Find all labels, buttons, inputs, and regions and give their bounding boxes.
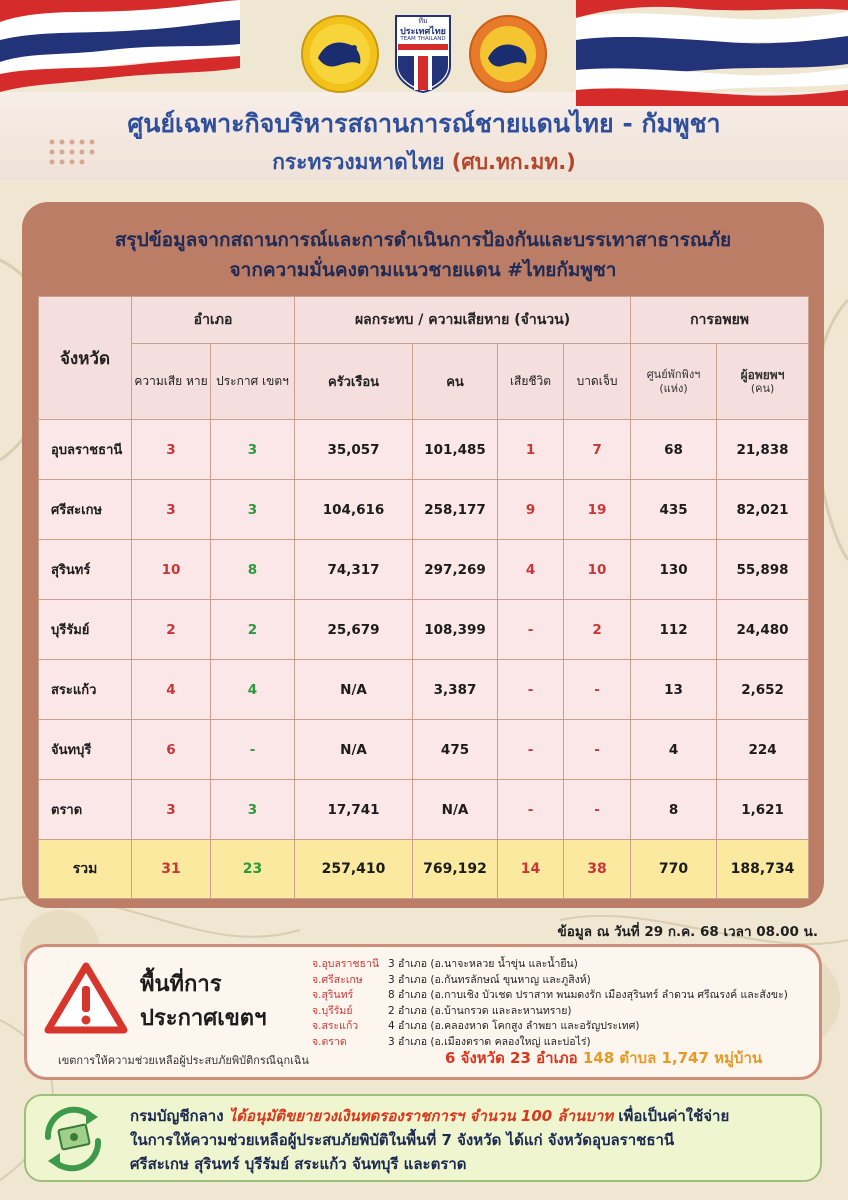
row-damaged: 3 — [132, 780, 211, 840]
row-injured: - — [564, 660, 631, 720]
thai-flag-left-icon — [0, 0, 240, 96]
row-evacuees: 55,898 — [717, 540, 809, 600]
row-evacuees: 21,838 — [717, 420, 809, 480]
row-households: 35,057 — [295, 420, 413, 480]
area-province: จ.สระแก้ว — [312, 1020, 359, 1032]
row-people: 297,269 — [413, 540, 498, 600]
area-detail: 2 อำเภอ (อ.บ้านกรวด และละหานทราย) — [388, 1004, 572, 1017]
notice-footer: เขตการให้ความช่วยเหลือผู้ประสบภัยพิบัติกรณีฉุกเฉิน — [58, 1054, 309, 1067]
list-item — [312, 1004, 788, 1020]
budget-line3: ศรีสะเกษ สุรินทร์ บุรีรัมย์ สระแก้ว จันทบุรี และตราด — [130, 1155, 467, 1173]
row-damaged: 4 — [132, 660, 211, 720]
team-thailand-logo-top: ทีม — [418, 17, 428, 25]
disaster-department-seal-icon — [468, 14, 548, 94]
total-deaths: 14 — [498, 840, 564, 899]
area-province: จ.อุบลราชธานี — [312, 958, 380, 970]
budget-line2: ในการให้ความช่วยเหลือผู้ประสบภัยพิบัติในพื้นที่ 7 จังหวัด ได้แก่ จังหวัดอุบลราชธานี — [130, 1131, 675, 1149]
row-shelters: 4 — [631, 720, 717, 780]
header-households: ครัวเรือน — [295, 344, 413, 420]
notice-summary-villages: 148 ตำบล 1,747 หมู่บ้าน — [582, 1049, 763, 1067]
warning-icon — [44, 962, 128, 1034]
row-shelters: 68 — [631, 420, 717, 480]
row-declared: 3 — [211, 480, 295, 540]
team-thailand-logo — [394, 14, 452, 94]
table-total-row — [39, 840, 809, 899]
page-subtitle — [0, 146, 848, 179]
total-damaged: 31 — [132, 840, 211, 899]
notice-title-line2: ประกาศเขตฯ — [140, 1006, 267, 1031]
area-detail: 8 อำเภอ (อ.กาบเชิง บัวเชด ปราสาท พนมดงรัก เมืองสุรินทร์ ลำดวน ศรีณรงค์ และสังขะ) — [388, 989, 788, 1001]
notice-summary-provinces: 6 จังหวัด 23 อำเภอ — [445, 1049, 578, 1067]
row-injured: 10 — [564, 540, 631, 600]
row-injured: - — [564, 720, 631, 780]
row-damaged: 10 — [132, 540, 211, 600]
row-deaths: - — [498, 600, 564, 660]
declared-area-list — [312, 957, 788, 1050]
row-evacuees: 1,621 — [717, 780, 809, 840]
row-households: 25,679 — [295, 600, 413, 660]
row-evacuees: 24,480 — [717, 600, 809, 660]
row-injured: 2 — [564, 600, 631, 660]
row-shelters: 130 — [631, 540, 717, 600]
header-people: คน — [413, 344, 498, 420]
row-injured: - — [564, 780, 631, 840]
row-declared: - — [211, 720, 295, 780]
row-damaged: 3 — [132, 480, 211, 540]
decorative-dots — [46, 136, 106, 176]
row-households: N/A — [295, 720, 413, 780]
area-province: จ.ตราด — [312, 1035, 347, 1048]
row-evacuees: 224 — [717, 720, 809, 780]
list-item — [312, 957, 788, 973]
row-shelters: 435 — [631, 480, 717, 540]
row-people: 108,399 — [413, 600, 498, 660]
total-households: 257,410 — [295, 840, 413, 899]
row-injured: 7 — [564, 420, 631, 480]
header-damaged: ความเสีย หาย — [132, 344, 211, 420]
row-declared: 4 — [211, 660, 295, 720]
row-people: N/A — [413, 780, 498, 840]
area-detail: 3 อำเภอ (อ.นาจะหลวย น้ำขุ่น และน้ำยืน) — [388, 958, 578, 970]
row-evacuees: 2,652 — [717, 660, 809, 720]
list-item — [312, 973, 788, 989]
total-shelters: 770 — [631, 840, 717, 899]
area-province: จ.บุรีรัมย์ — [312, 1004, 353, 1017]
row-deaths: - — [498, 720, 564, 780]
row-households: N/A — [295, 660, 413, 720]
summary-title-line2: จากความมั่นคงตามแนวชายแดน #ไทยกัมพูชา — [229, 259, 617, 281]
row-declared: 3 — [211, 420, 295, 480]
row-households: 17,741 — [295, 780, 413, 840]
table-row — [39, 660, 809, 720]
notice-title-line1: พื้นที่การ — [140, 972, 222, 997]
total-declared: 23 — [211, 840, 295, 899]
row-deaths: 9 — [498, 480, 564, 540]
thai-flag-right-icon — [576, 0, 848, 106]
ministry-abbreviation: (ศบ.ทก.มท.) — [451, 150, 576, 174]
table-row — [39, 420, 809, 480]
impact-table — [38, 296, 809, 899]
table-row — [39, 780, 809, 840]
team-thailand-logo-main: ประเทศไทย — [400, 27, 446, 37]
area-detail: 3 อำเภอ (อ.กันทรลักษณ์ ขุนหาญ และภูสิงห์) — [388, 973, 591, 986]
row-deaths: - — [498, 660, 564, 720]
total-label: รวม — [39, 840, 132, 899]
row-declared: 3 — [211, 780, 295, 840]
row-damaged: 2 — [132, 600, 211, 660]
budget-highlight: ได้อนุมัติขยายวงเงินทดรองราชการฯ จำนวน 100 ล้านบาท — [228, 1107, 614, 1125]
row-shelters: 13 — [631, 660, 717, 720]
data-timestamp: ข้อมูล ณ วันที่ 29 ก.ค. 68 เวลา 08.00 น. — [557, 924, 818, 940]
row-households: 104,616 — [295, 480, 413, 540]
row-people: 258,177 — [413, 480, 498, 540]
area-detail: 4 อำเภอ (อ.คลองหาด โคกสูง ลำพยา และอรัญประเทศ) — [388, 1020, 640, 1032]
row-province: ตราด — [39, 780, 132, 840]
table-row — [39, 720, 809, 780]
table-row — [39, 480, 809, 540]
row-province: จันทบุรี — [39, 720, 132, 780]
row-people: 475 — [413, 720, 498, 780]
notice-summary — [445, 1046, 762, 1070]
header-shelters-unit: (แห่ง) — [659, 381, 688, 395]
row-province: สุรินทร์ — [39, 540, 132, 600]
area-province: จ.สุรินทร์ — [312, 989, 354, 1001]
header-shelters — [631, 344, 717, 420]
ministry-name: กระทรวงมหาดไทย — [272, 150, 445, 174]
header-declared: ประกาศ เขตฯ — [211, 344, 295, 420]
list-item — [312, 988, 788, 1004]
row-people: 101,485 — [413, 420, 498, 480]
budget-text — [130, 1104, 810, 1176]
area-detail: 3 อำเภอ (อ.เมืองตราด คลองใหญ่ และบ่อไร่) — [388, 1035, 591, 1048]
row-damaged: 6 — [132, 720, 211, 780]
total-injured: 38 — [564, 840, 631, 899]
header-district: อำเภอ — [132, 297, 295, 344]
row-people: 3,387 — [413, 660, 498, 720]
row-province: อุบลราชธานี — [39, 420, 132, 480]
row-households: 74,317 — [295, 540, 413, 600]
row-province: บุรีรัมย์ — [39, 600, 132, 660]
row-evacuees: 82,021 — [717, 480, 809, 540]
row-deaths: 1 — [498, 420, 564, 480]
total-evacuees: 188,734 — [717, 840, 809, 899]
header-impact: ผลกระทบ / ความเสียหาย (จำนวน) — [295, 297, 631, 344]
row-injured: 19 — [564, 480, 631, 540]
header-evacuation: การอพยพ — [631, 297, 809, 344]
row-declared: 8 — [211, 540, 295, 600]
area-province: จ.ศรีสะเกษ — [312, 973, 363, 986]
row-deaths: - — [498, 780, 564, 840]
header-deaths: เสียชีวิต — [498, 344, 564, 420]
budget-line1 — [130, 1104, 810, 1128]
page-title: ศูนย์เฉพาะกิจบริหารสถานการณ์ชายแดนไทย - กัมพูชา — [127, 109, 721, 138]
row-province: สระแก้ว — [39, 660, 132, 720]
row-shelters: 8 — [631, 780, 717, 840]
header-shelters-label: ศูนย์พักพิงฯ — [646, 367, 701, 381]
row-deaths: 4 — [498, 540, 564, 600]
table-row — [39, 540, 809, 600]
header-injured: บาดเจ็บ — [564, 344, 631, 420]
list-item — [312, 1019, 788, 1035]
summary-title-line1: สรุปข้อมูลจากสถานการณ์และการดำเนินการป้องกันและบรรเทาสาธารณภัย — [114, 229, 732, 251]
header-evacuees-label: ผู้อพยพฯ — [740, 367, 785, 382]
total-people: 769,192 — [413, 840, 498, 899]
money-cycle-icon — [36, 1103, 110, 1175]
table-row — [39, 600, 809, 660]
row-shelters: 112 — [631, 600, 717, 660]
header-evacuees-unit: (คน) — [750, 381, 775, 395]
header-evacuees — [717, 344, 809, 420]
budget-agency: กรมบัญชีกลาง — [130, 1107, 229, 1125]
row-declared: 2 — [211, 600, 295, 660]
header-province: จังหวัด — [39, 297, 132, 420]
row-province: ศรีสะเกษ — [39, 480, 132, 540]
row-damaged: 3 — [132, 420, 211, 480]
budget-purpose: เพื่อเป็นค่าใช้จ่าย — [613, 1107, 730, 1125]
interior-ministry-seal-icon — [300, 14, 380, 94]
team-thailand-logo-sub: TEAM THAILAND — [400, 36, 446, 42]
